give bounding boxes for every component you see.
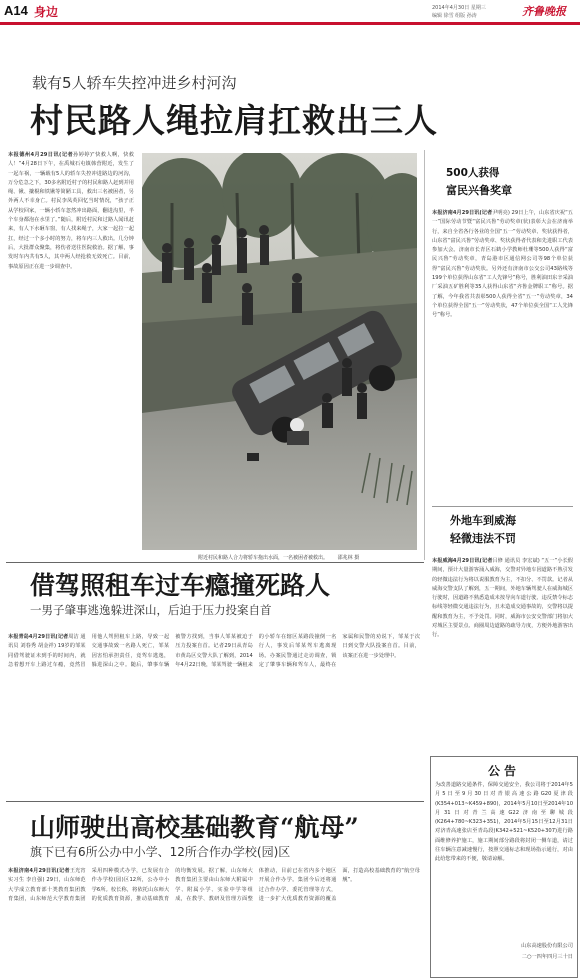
story5-text: 王光宵 实习生 李自强) 29日，山东师范大学成立教育部十类教育集团教育集团，山东师范大学教育集团采用四种模式办学，已发展有合作办学校(园)区12所，公办中小学6所。校长称，将依托山东师大的优质教育资源，推动基础教育的均衡发展。据了解，山东师大教育集团主要由山东师大附属中学、附属小学、实验中学等组成，在教学、教研及管理方面整体推动，目前已在省内多个地区开展合作办学。集团今后还将通过合作办学、委托管理等方式，进一步扩大优质教育资源的覆盖面，打造高校基础教育的“航空母舰”。 — [8, 868, 420, 902]
notice-box — [430, 756, 578, 978]
story1-kicker: 载有5人轿车失控冲进乡村河沟 — [32, 74, 237, 92]
story4-body — [8, 633, 420, 797]
divider-story4 — [6, 562, 424, 563]
story4-headline: 借驾照租车过车瘾撞死路人 — [30, 571, 331, 600]
date-line: 2014年4月30日 星期三 — [432, 5, 486, 11]
story3-headline-2: 轻微违法不罚 — [450, 532, 516, 545]
photo-credit: 邵兆林 摄 — [337, 555, 360, 561]
story3-body — [432, 557, 573, 754]
story1-dateline: 本报德州4月29日讯(记者 — [8, 152, 74, 158]
page-header — [0, 0, 580, 24]
editor-line: 编辑 徐雪 组版 孙涛 — [432, 13, 477, 19]
story4-text: 周洁 通讯员 刘春秀 胡金祥) 19岁的邹某同借驾驶证未到手的时间内，就急着想开车上路过车瘾，竟然冒用他人驾照租车上路，导致一起交通事故致一名路人死亡，邹某因害怕承担责任，竟驾车逃逸，躲进深山之中。随后，肇事车辆被警方找到，当事人邹某被迫于压力投案自首。记者29日从青岛市黄岛区交警大队了解到，2014年4月22日晚，邹某驾驶一辆租来的小轿车在辖区某路段撞倒一名行人，事发后邹某驾车逃离现场。办案民警通过走访调查，锁定了肇事车辆和驾车人，最终在家属和民警的劝说下，邹某于次日到交警大队投案自首。目前，该案正在进一步处理中。 — [8, 634, 420, 668]
story4-dateline: 本报青岛4月29日讯(记者 — [8, 634, 69, 640]
notice-body: 为改善道路交通条件，保障交通安全，我公司将于2014年5月5日至9月30日对青银高速公路G20夏津段(K354+013~K459+890)，2014年5月10日至2014年10月31日对青兰高速G22济南至聊城段(K264+780~K323+351)，2014年5月15日至12月31日对济青高速张店至青岛段(K342+521~K520+307)进行路面维修养护施工，施工期间部分路段将封闭一侧车道，请过往车辆注意减速慢行，按照交通标志和现场指示通行，对由此给您带来的不便，敬请谅解。 — [435, 782, 573, 863]
story1-body — [8, 151, 134, 561]
story5-headline: 山师驶出高校基础教育“航母” — [30, 813, 359, 842]
story3-headline-1: 外地车到威海 — [450, 514, 516, 527]
divider-story5 — [6, 801, 424, 802]
story2-text: 尹明亮) 29日上午，山东省庆祝“五一”国际劳动节暨“富民兴鲁”劳动奖章(状)表彰大会在济南举行，来自全省各行各业的全国“五一”劳动奖章、奖状获得者，山东省“富民兴鲁”劳动奖章、奖状获得者代表和先进职工代表参加大会。济南市长青区石鹤小学教师杜珊等500人获得“富民兴鲁”劳动奖章，青岛港市区通信网公司等98个单位获得“富民兴鲁”劳动奖状。另外还有济南市公交公司43路线等199个单位获得山东省“工人先锋号”称号，胜利油田东辛采油厂采油五矿胜利等35人获得山东省“齐鲁金牌职工”称号。据了解，今年我省共表彰500人获得全省“五一”劳动奖章，34个单位获得全国“五一”劳动奖状，47个单位获全国“工人先锋号”称号。 — [432, 210, 573, 319]
section-label: 身边 — [34, 5, 59, 19]
right-divider-1 — [432, 506, 573, 507]
header-rule — [0, 22, 580, 25]
notice-title: 公告 — [487, 764, 520, 778]
notice-date: 二○一四年四月三十日 — [521, 954, 573, 960]
story5-dateline: 本报济南4月29日讯(记者 — [8, 868, 70, 874]
story2-body — [432, 209, 573, 501]
news-photo — [142, 153, 417, 550]
story2-headline-2: 富民兴鲁奖章 — [446, 184, 512, 197]
photo-illustration — [142, 153, 417, 550]
story3-text: 吕修 通讯员 李宏斌) “五一”小长假期间，预计大量游客涌入威海，交警对异地车因道路不熟引发的轻微违法行为将以说服教育为主，不扣分、不罚款。记者从威海交警支队了解到，五一期间，外地车辆驾驶人在威海城区行驶时，因道路不熟悉造成未按导向车道行驶、违反禁令标志标线等轻微交通违法行为，且未造成交通事故的，交警将以提醒和教育为主，不予处罚。同时，威海市公安交警部门将加大对城区主要景点、商圈周边道路的疏导力度，方便外地游客出行。 — [432, 558, 573, 639]
notice-signature: 山东高速股份有限公司 — [521, 943, 573, 949]
story1-text: 孙婷婷)“快救人啊，快救人！”4月28日下午，在禹城石屯镇韩营附近，发生了一起车祸，一辆载有5人的轿车失控冲进路边的河沟，万分危急之下，30多名附近村子的村民和路人赶到并用绳、锹、撬棍和铁锹等简陋工具，救出三名被困者，另外两人不幸身亡。村民李凤英回忆当时情况，“孩子正从学校回家，一辆小轿车忽然冲出路面，翻进沟里，半个车身都泡在水里了。”随后，附近村民和过路人闻讯赶来，有人下水砸车窗，有人找来绳子，大家一起拉一起扛，经过一个多小时的努力，将车内三人救出。几分钟后，大批群众聚集，将伤者送往医院救治。据了解，事发时车内共有5人，其中两人经抢救无效死亡。目前，事故原因正在进一步调查中。 — [8, 152, 134, 270]
photo-caption — [198, 554, 420, 561]
paper-name: 齐鲁晚报 — [522, 5, 566, 18]
story1-headline: 村民路人绳拉肩扛救出三人 — [30, 101, 438, 140]
story2-dateline: 本报济南4月29日讯(记者 — [432, 210, 493, 216]
photo-caption-text: 附近村民和路人合力将轿车拖出水面，一名被困者被救出。 — [198, 555, 329, 561]
story5-body — [8, 867, 420, 977]
story5-subhead: 旗下已有6所公办中小学、12所合作办学校(园)区 — [30, 845, 291, 859]
story2-headline-1: 500人获得 — [446, 167, 500, 179]
right-column-divider — [424, 150, 425, 560]
story3-dateline: 本报威海4月29日讯(记者 — [432, 558, 493, 564]
story4-subhead: 一男子肇事逃逸躲进深山，后迫于压力投案自首 — [30, 603, 272, 617]
page-code: A14 — [4, 3, 28, 18]
